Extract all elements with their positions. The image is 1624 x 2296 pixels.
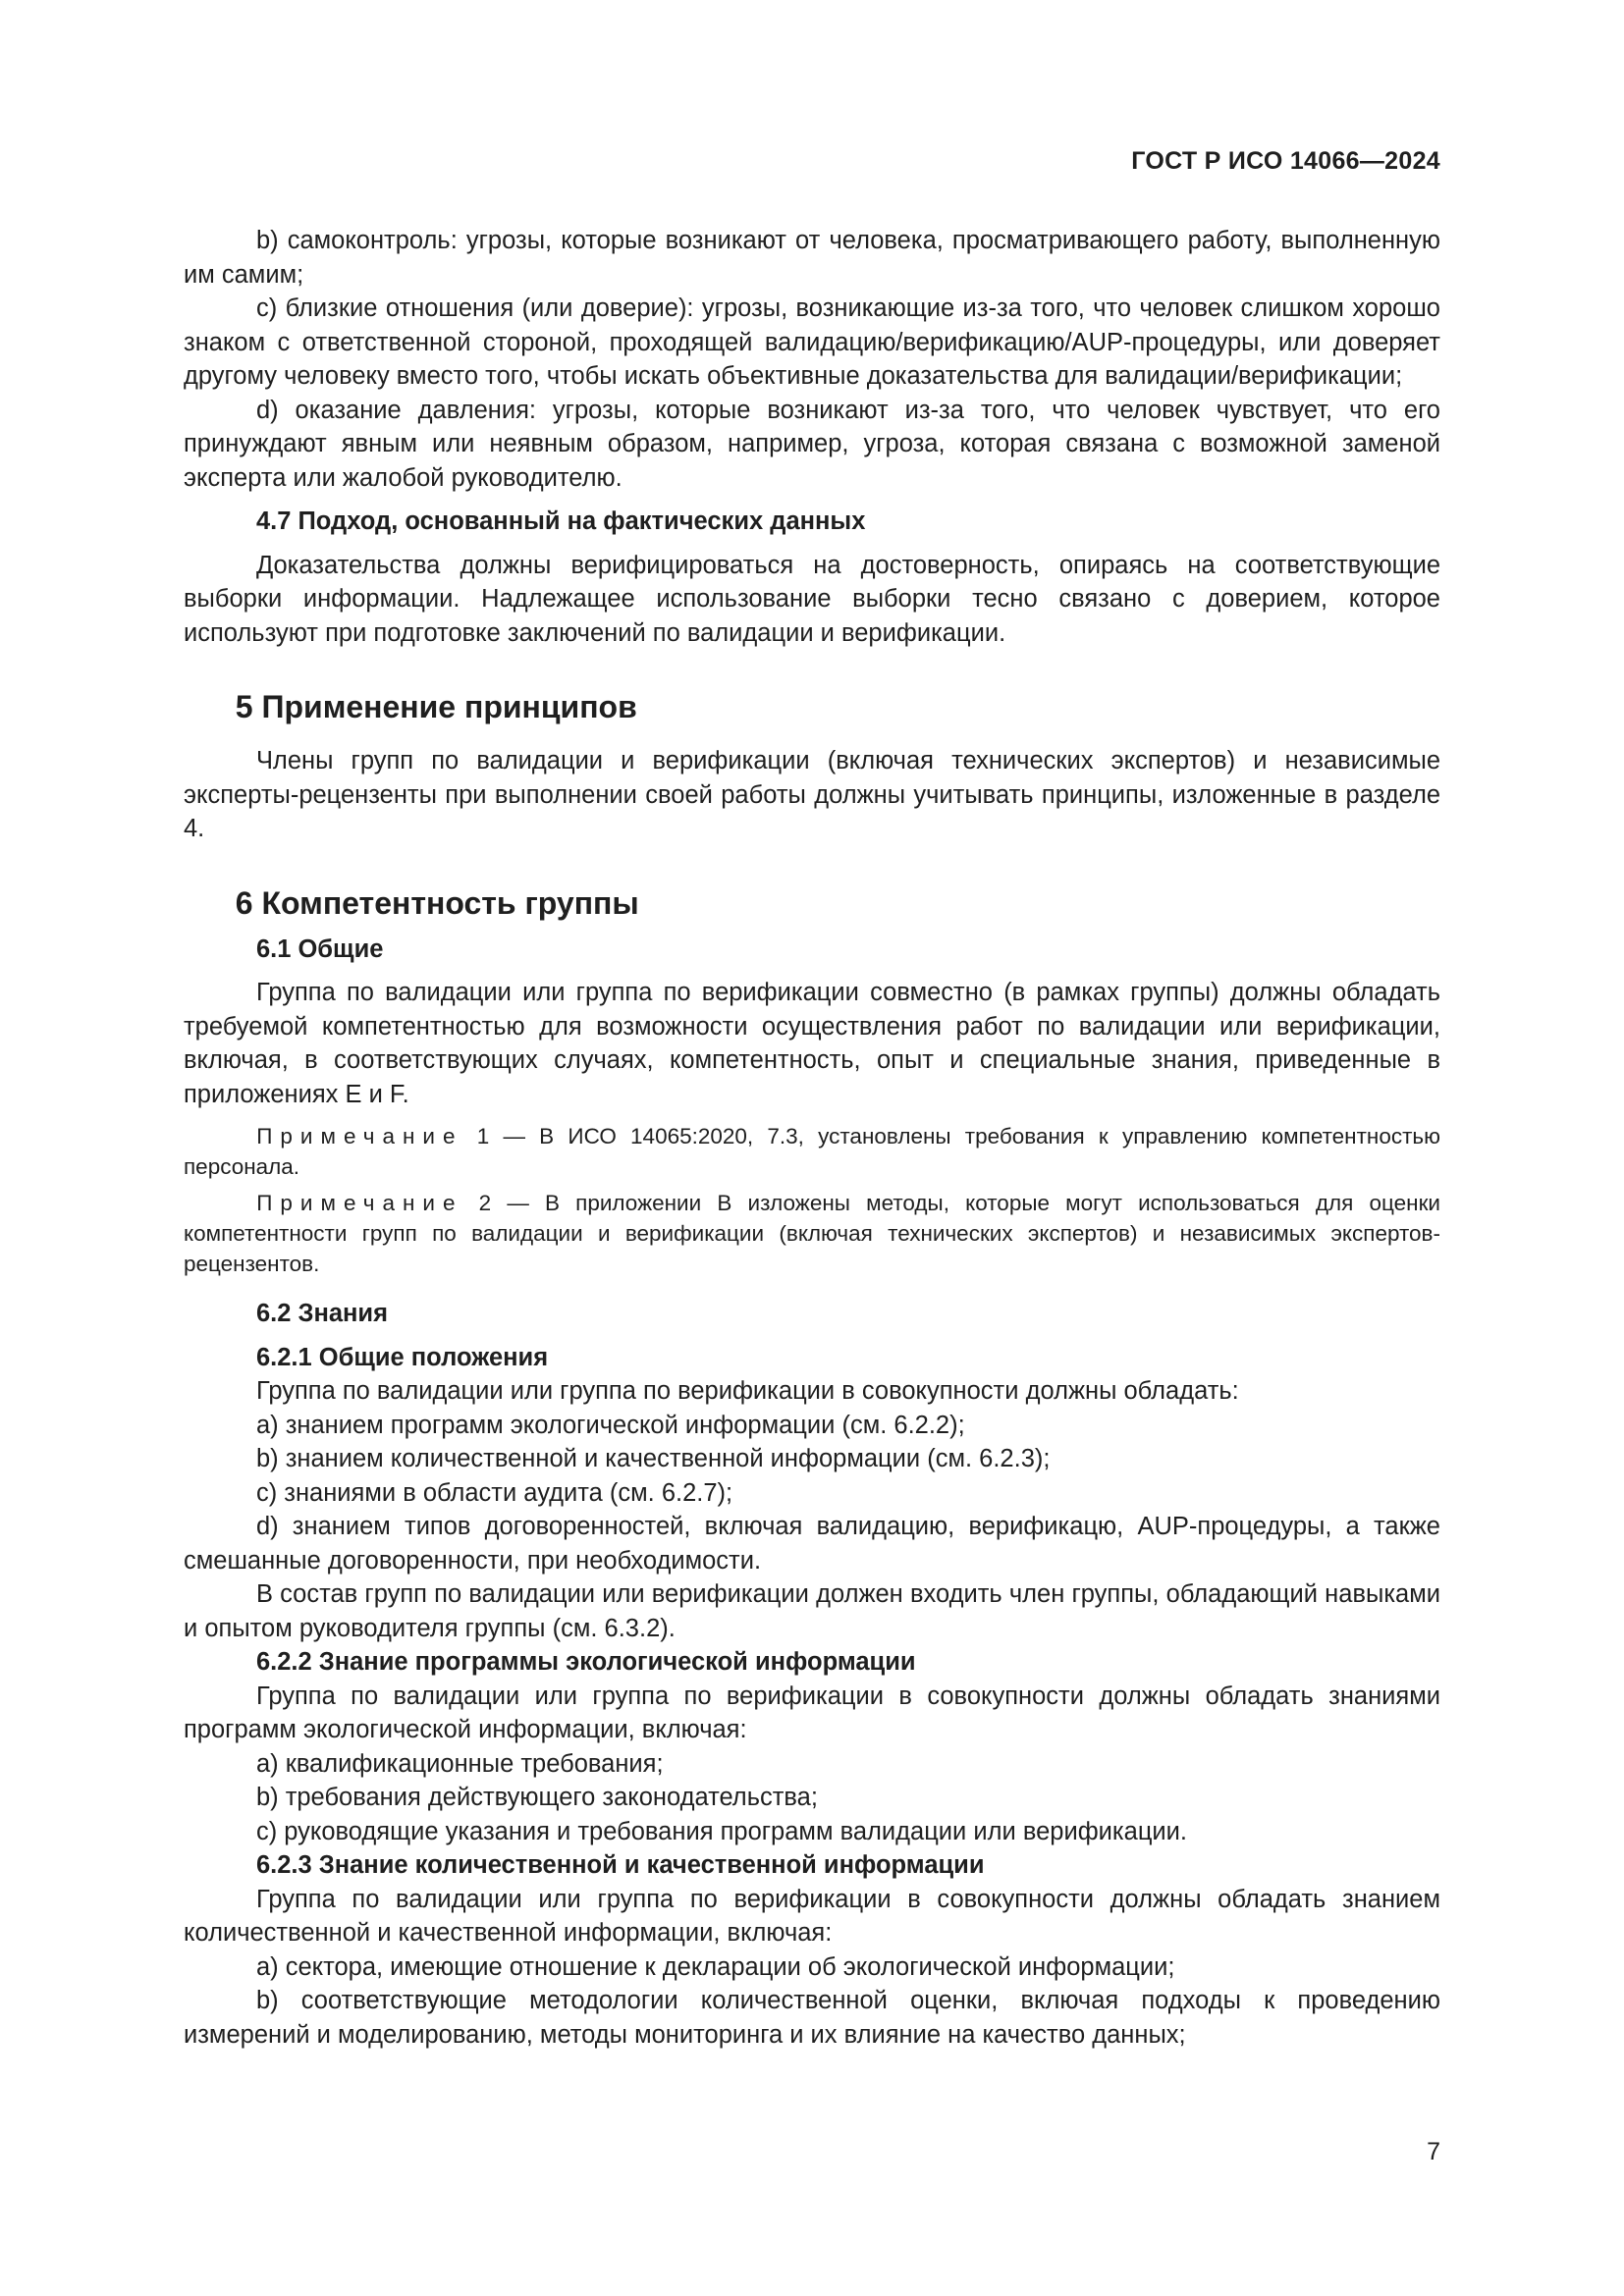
list-item: d) знанием типов договоренностей, включая валидацию, верификацю, AUP-процедуры, а также смешанные договоренности, при необходимости. xyxy=(184,1513,1440,1575)
note-2-prefix: Примечание xyxy=(256,1191,463,1215)
note-1 xyxy=(184,1121,1440,1182)
section-6-2-3-intro: Группа по валидации или группа по верификации в совокупности должны обладать знанием количественной и качественной информации, включая: xyxy=(184,1885,1440,1947)
section-6-1-text: Группа по валидации или группа по верификации совместно (в рамках группы) должны обладать требуемой компетентностью для возможности осуществления работ по валидации или верификации, включая, в соответствующих случаях, компетентность, опыт и специальные знания, приведенные в приложениях E и F. xyxy=(184,979,1440,1108)
section-6-2-2-intro: Группа по валидации или группа по верификации в совокупности должны обладать знаниями программ экологической информации, включая: xyxy=(184,1682,1440,1743)
note-1-prefix: Примечание xyxy=(256,1124,463,1148)
section-5-text: Члены групп по валидации и верификации (включая технических экспертов) и независимые эксперты-рецензенты при выполнении своей работы должны учитывать принципы, изложенные в разделе 4. xyxy=(184,747,1440,842)
section-4-7-heading: 4.7 Подход, основанный на фактических данных xyxy=(255,507,866,535)
list-item-threat-d: d) оказание давления: угрозы, которые возникают из-за того, что человек чувствует, что его принуждают явным или неявным образом, например, угроза, которая связана с возможной заменой эксперта или жалобой руководителю. xyxy=(184,396,1440,492)
note-2 xyxy=(184,1188,1440,1279)
note-1-text: 1 — В ИСО 14065:2020, 7.3, установлены требования к управлению компетентностью персонала. xyxy=(184,1124,1440,1179)
section-6-2-1-closing: В состав групп по валидации или верификации должен входить член группы, обладающий навыками и опытом руководителя группы (см. 6.3.2). xyxy=(184,1580,1440,1642)
list-item: a) сектора, имеющие отношение к декларации об экологической информации; xyxy=(255,1952,1175,1981)
list-item: b) соответствующие методологии количественной оценки, включая подходы к проведению измерений и моделированию, методы мониторинга и их влияние на качество данных; xyxy=(184,1987,1440,2049)
list-item: b) требования действующего законодательства; xyxy=(255,1784,818,1811)
list-item: c) знаниями в области аудита (см. 6.2.7); xyxy=(255,1478,733,1507)
note-2-text: 2 — В приложении B изложены методы, которые могут использоваться для оценки компетентности групп по валидации и верификации (включая технических экспертов) и независимых экспертов-рецензентов. xyxy=(184,1191,1440,1276)
section-4-7-text: Доказательства должны верифицироваться на достоверность, опираясь на соответствующие выборки информации. Надлежащее использование выборки тесно связано с доверием, которое используют при подготовке заключений по валидации и верификации. xyxy=(184,551,1440,647)
section-6-2-heading: 6.2 Знания xyxy=(255,1300,388,1327)
section-6-2-2-heading: 6.2.2 Знание программы экологической информации xyxy=(255,1648,916,1676)
page-number: 7 xyxy=(1427,2138,1440,2165)
section-6-2-3-heading: 6.2.3 Знание количественной и качественной информации xyxy=(255,1851,985,1879)
section-6-heading: 6 Компетентность группы xyxy=(235,884,639,921)
list-item-threat-b: b) самоконтроль: угрозы, которые возникают от человека, просматривающего работу, выполненную им самим; xyxy=(184,227,1440,289)
list-item-threat-c: c) близкие отношения (или доверие): угрозы, возникающие из-за того, что человек слишком хорошо знаком с ответственной стороной, проходящей валидацию/верификацию/AUP-процедуры, или доверяет другому человеку вместо того, чтобы искать объективные доказательства для валидации/верификации; xyxy=(184,294,1440,390)
list-item: a) знанием программ экологической информации (см. 6.2.2); xyxy=(255,1411,965,1439)
section-6-2-1-heading: 6.2.1 Общие положения xyxy=(255,1343,549,1371)
document-code-header: ГОСТ Р ИСО 14066—2024 xyxy=(1131,147,1440,175)
section-5-heading: 5 Применение принципов xyxy=(235,689,637,724)
list-item: a) квалификационные требования; xyxy=(255,1749,664,1778)
list-item: c) руководящие указания и требования программ валидации или верификации. xyxy=(255,1817,1187,1845)
page-content xyxy=(184,224,1440,2052)
section-6-2-1-intro: Группа по валидации или группа по верификации в совокупности должны обладать: xyxy=(255,1377,1239,1405)
section-6-1-heading: 6.1 Общие xyxy=(255,934,384,963)
list-item: b) знанием количественной и качественной информации (см. 6.2.3); xyxy=(255,1445,1051,1472)
